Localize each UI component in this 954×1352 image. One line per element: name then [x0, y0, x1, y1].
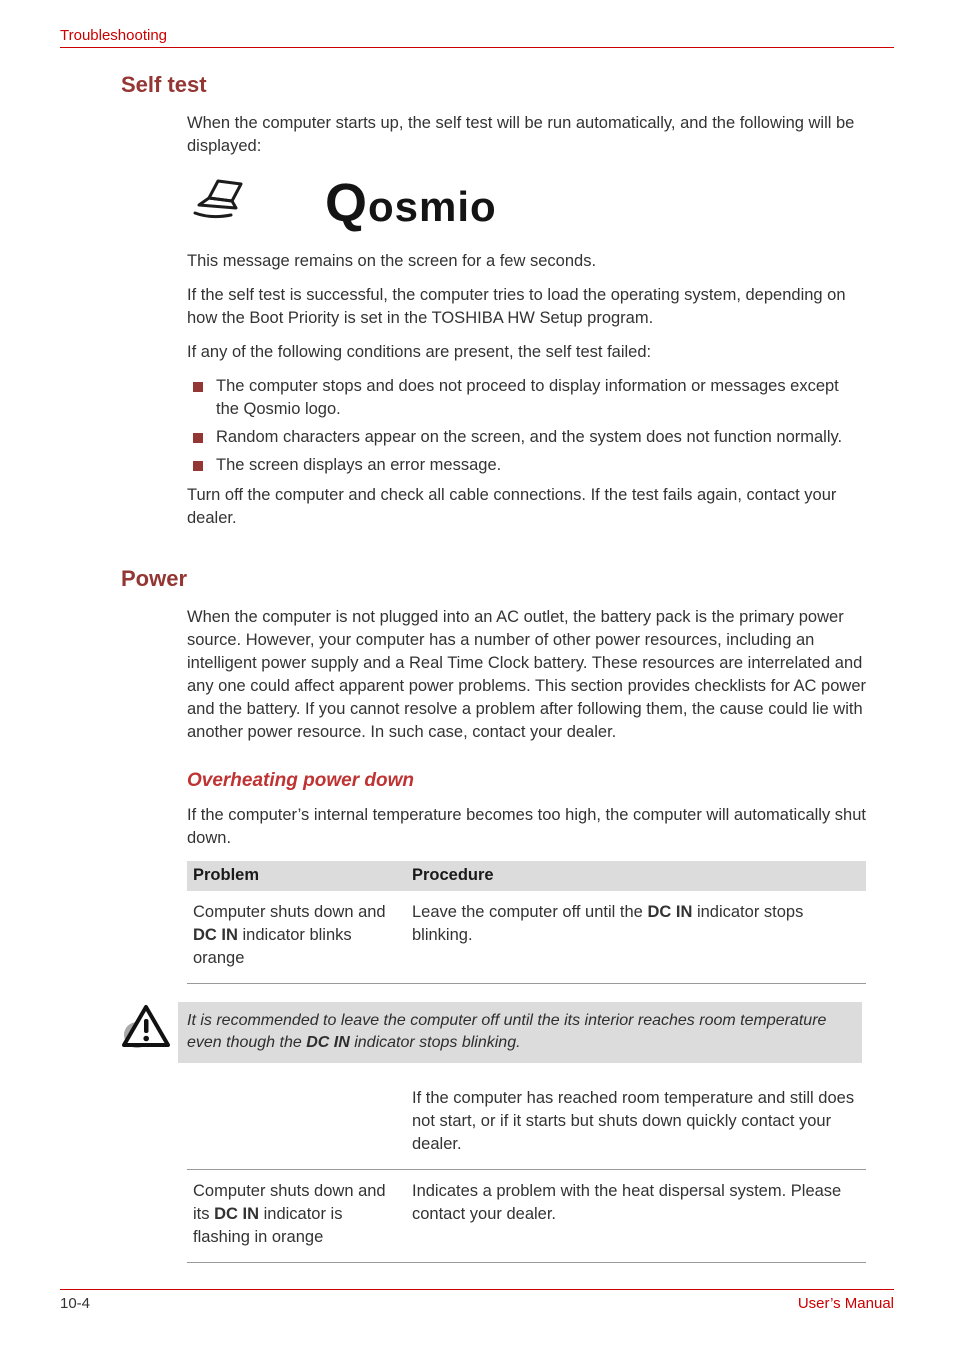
- list-item-text: The screen displays an error message.: [216, 456, 502, 474]
- footer-page-number: 10-4: [60, 1295, 91, 1312]
- cell-problem: Computer shuts down and its DC IN indicator is flashing in orange: [193, 1182, 386, 1246]
- caution-note: [121, 1002, 862, 1063]
- page-header-chapter: Troubleshooting: [60, 27, 168, 44]
- list-item: [193, 454, 866, 477]
- self-test-body: [187, 250, 866, 364]
- power-intro-block: [187, 606, 866, 744]
- subsection-heading-overheating: Overheating power down: [187, 770, 414, 791]
- column-header-problem: Problem: [193, 866, 260, 884]
- list-item: [193, 375, 866, 421]
- note-text: It is recommended to leave the computer off until the its interior reaches room temperature even though the DC IN indicator stops blinking.: [178, 1002, 862, 1063]
- boot-logo-row: [187, 174, 866, 232]
- overheating-intro-block: [187, 804, 866, 850]
- qosmio-logo: [325, 173, 497, 233]
- footer-manual-label: User’s Manual: [797, 1295, 894, 1312]
- power-intro: When the computer is not plugged into an AC outlet, the battery pack is the primary power source. However, your computer has a number of other power resources, including an intelligent power supply and a Real Time Clock battery. These resources are interrelated and any one could affect apparent power problems. This section provides checklists for AC power and the battery. If you cannot resolve a problem after following them, the cause could lie with another power resource. In such case, contact your dealer.: [187, 608, 866, 741]
- table-header-row: [187, 861, 866, 891]
- self-test-turnoff: Turn off the computer and check all cable connections. If the test fails again, contact your dealer.: [187, 486, 837, 527]
- warning-icon: [121, 1002, 178, 1055]
- cell-problem: Computer shuts down and DC IN indicator blinks orange: [193, 903, 386, 967]
- section-heading-power: Power: [121, 566, 188, 591]
- self-test-success: If the self test is successful, the computer tries to load the operating system, depending on how the Boot Priority is set in the TOSHIBA HW Setup program.: [187, 286, 846, 327]
- overheating-intro: If the computer’s internal temperature becomes too high, the computer will automatically shut down.: [187, 806, 866, 847]
- page-footer: [60, 1295, 894, 1312]
- table-row: [187, 1077, 866, 1170]
- laptop-icon: [187, 174, 261, 233]
- cell-procedure: Leave the computer off until the DC IN indicator stops blinking.: [412, 903, 804, 944]
- cell-procedure: If the computer has reached room temperature and still does not start, or if it starts but shuts down quickly contact your dealer.: [412, 1089, 855, 1153]
- bullet-square-icon: [193, 382, 203, 392]
- section-heading-self-test: Self test: [121, 72, 207, 97]
- table-row: [187, 1170, 866, 1263]
- problem-procedure-table: [187, 861, 866, 984]
- list-item-text: Random characters appear on the screen, and the system does not function normally.: [216, 428, 843, 446]
- self-test-failure-list: [187, 375, 866, 477]
- self-test-failed: If any of the following conditions are present, the self test failed:: [187, 343, 652, 361]
- table-row: [187, 891, 866, 984]
- self-test-intro: When the computer starts up, the self test will be run automatically, and the following will be displayed:: [187, 114, 855, 155]
- footer-rule: [60, 1289, 894, 1290]
- cell-procedure: Indicates a problem with the heat dispersal system. Please contact your dealer.: [412, 1182, 842, 1223]
- list-item-text: The computer stops and does not proceed to display information or messages except the Qosmio logo.: [216, 377, 839, 418]
- column-header-procedure: Procedure: [412, 866, 494, 884]
- qosmio-logo-q: Q: [325, 173, 369, 233]
- bullet-square-icon: [193, 433, 203, 443]
- self-test-outro: [187, 484, 866, 530]
- self-test-message: This message remains on the screen for a few seconds.: [187, 252, 597, 270]
- bullet-square-icon: [193, 461, 203, 471]
- cell-problem: [187, 1077, 412, 1169]
- qosmio-logo-rest: osmio: [368, 183, 497, 230]
- self-test-intro-block: [187, 112, 866, 158]
- list-item: [193, 426, 866, 449]
- problem-procedure-table-continued: [187, 1077, 866, 1263]
